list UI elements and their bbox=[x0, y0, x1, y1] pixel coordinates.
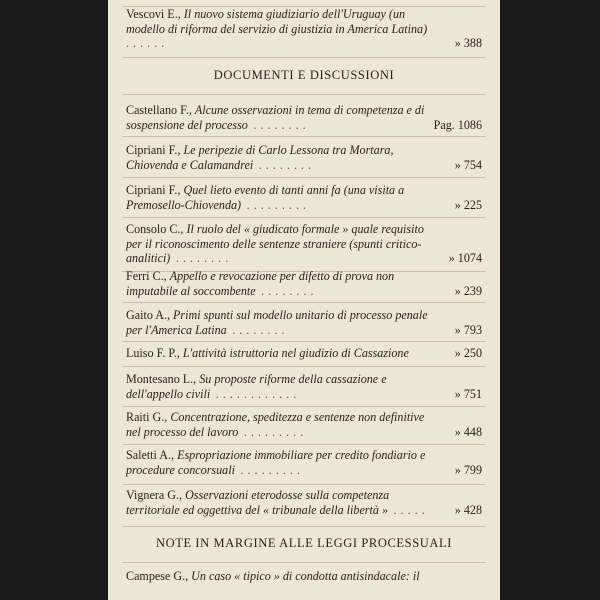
entry-author: Vignera G., bbox=[126, 488, 183, 502]
entry-author: Consolo C., bbox=[126, 222, 184, 236]
divider bbox=[122, 366, 486, 367]
entry-page: Pag. 1086 bbox=[433, 117, 482, 132]
entry-title: Concentrazione, speditezza e sentenze non definitive nel processo del lavoro bbox=[126, 410, 425, 439]
entry-title: Appello e revocazione per difetto di prova non imputabile al soccombente bbox=[126, 269, 395, 298]
index-entry: Saletti A., Espropriazione immobiliare per credito fondiario e procedure concorsuali . . . . . . . . . » 799 bbox=[126, 448, 482, 477]
entry-title: Il ruolo del « giudicato formale » quale requisito per il riconoscimento delle sentenze straniere (spunti critico-analitici) bbox=[126, 222, 424, 266]
divider bbox=[122, 484, 486, 485]
entry-page: » 428 bbox=[454, 502, 482, 517]
entry-author: Saletti A., bbox=[126, 448, 175, 462]
entry-page: » 793 bbox=[454, 322, 482, 337]
entry-page: » 388 bbox=[454, 36, 482, 51]
index-entry: Ferri C., Appello e revocazione per difetto di prova non imputabile al soccombente . . . . . . . . » 239 bbox=[126, 269, 482, 298]
divider bbox=[122, 526, 486, 527]
index-entry: Gaito A., Primi spunti sul modello unitario di processo penale per l'America Latina . . . . . . . . » 793 bbox=[126, 308, 482, 337]
index-entry: Vignera G., Osservazioni eterodosse sulla competenza territoriale ed oggettiva del « tribunale della libertà » . . . . . » 428 bbox=[126, 488, 482, 517]
index-entry: Vescovi E., Il nuovo sistema giudiziario dell'Uruguay (un modello di riforma del servizio di giustizia in America Latina) . . . . . . » 388 bbox=[126, 7, 482, 51]
entry-title: Su proposte riforme della cassazione e dell'appello civili bbox=[126, 372, 387, 401]
section-heading: DOCUMENTI E DISCUSSIONI bbox=[213, 68, 395, 82]
entry-page: » 239 bbox=[454, 283, 482, 298]
index-entry: Castellano F., Alcune osservazioni in tema di competenza e di sospensione del processo . . . . . . . . Pag. 1086 bbox=[126, 103, 482, 132]
index-entry bbox=[126, 569, 482, 584]
divider bbox=[122, 94, 486, 95]
divider bbox=[122, 302, 486, 303]
entry-page: » 799 bbox=[454, 462, 482, 477]
divider bbox=[122, 406, 486, 407]
entry-title: Le peripezie di Carlo Lessona tra Mortara, Chiovenda e Calamandrei bbox=[126, 143, 394, 172]
entry-author: Campese G., bbox=[126, 569, 189, 583]
entry-title: Il nuovo sistema giudiziario dell'Uruguay (un modello di riforma del servizio di giustizia in America Latina) bbox=[126, 7, 428, 36]
section-heading: NOTE IN MARGINE ALLE LEGGI PROCESSUALI bbox=[155, 536, 453, 550]
divider bbox=[122, 562, 486, 563]
index-entry: Consolo C., Il ruolo del « giudicato formale » quale requisito per il riconoscimento delle sentenze straniere (spunti critico-analitici) . . . . . . . . » 1074 bbox=[126, 222, 482, 266]
divider bbox=[122, 341, 486, 342]
entry-page: » 448 bbox=[454, 424, 482, 439]
entry-author: Raiti G., bbox=[126, 410, 168, 424]
index-entry: Raiti G., Concentrazione, speditezza e sentenze non definitive nel processo del lavoro . . . . . . . . . » 448 bbox=[126, 410, 482, 439]
divider bbox=[122, 136, 486, 137]
entry-page: » 225 bbox=[454, 197, 482, 212]
divider bbox=[122, 444, 486, 445]
entry-author: Luiso F. P., bbox=[126, 346, 180, 360]
entry-author: Montesano L., bbox=[126, 372, 197, 386]
entry-title: Primi spunti sul modello unitario di processo penale per l'America Latina bbox=[126, 308, 428, 337]
index-entry: Montesano L., Su proposte riforme della cassazione e dell'appello civili . . . . . . . . . . . . » 751 bbox=[126, 372, 482, 401]
entry-author: Castellano F., bbox=[126, 103, 192, 117]
book-page bbox=[108, 0, 500, 600]
entry-title: Espropriazione immobiliare per credito fondiario e procedure concorsuali bbox=[126, 448, 426, 477]
index-entry: Cipriani F., Quel lieto evento di tanti anni fa (una visita a Premosello-Chiovenda) . . . . . . . . . » 225 bbox=[126, 183, 482, 212]
entry-author: Vescovi E., bbox=[126, 7, 181, 21]
entry-page: » 754 bbox=[454, 157, 482, 172]
entry-page: » 250 bbox=[454, 346, 482, 360]
entry-page: » 1074 bbox=[448, 251, 482, 266]
entry-title: Un caso « tipico » di condotta antisindacale: il bbox=[191, 569, 420, 583]
divider bbox=[122, 57, 486, 58]
entry-author: Gaito A., bbox=[126, 308, 171, 322]
divider bbox=[122, 217, 486, 218]
divider bbox=[122, 177, 486, 178]
index-entry: Cipriani F., Le peripezie di Carlo Lessona tra Mortara, Chiovenda e Calamandrei . . . . . . . . » 754 bbox=[126, 143, 482, 172]
entry-page: » 751 bbox=[454, 386, 482, 401]
entry-author: Cipriani F., bbox=[126, 143, 181, 157]
entry-title: Quel lieto evento di tanti anni fa (una visita a Premosello-Chiovenda) bbox=[126, 183, 405, 212]
entry-title: Alcune osservazioni in tema di competenza e di sospensione del processo bbox=[126, 103, 425, 132]
entry-author: Cipriani F., bbox=[126, 183, 181, 197]
index-entry bbox=[126, 346, 482, 361]
entry-author: Ferri C., bbox=[126, 269, 167, 283]
entry-title: L'attività istruttoria nel giudizio di Cassazione bbox=[182, 346, 409, 360]
entry-title: Osservazioni eterodosse sulla competenza territoriale ed oggettiva del « tribunale della libertà » bbox=[126, 488, 390, 517]
